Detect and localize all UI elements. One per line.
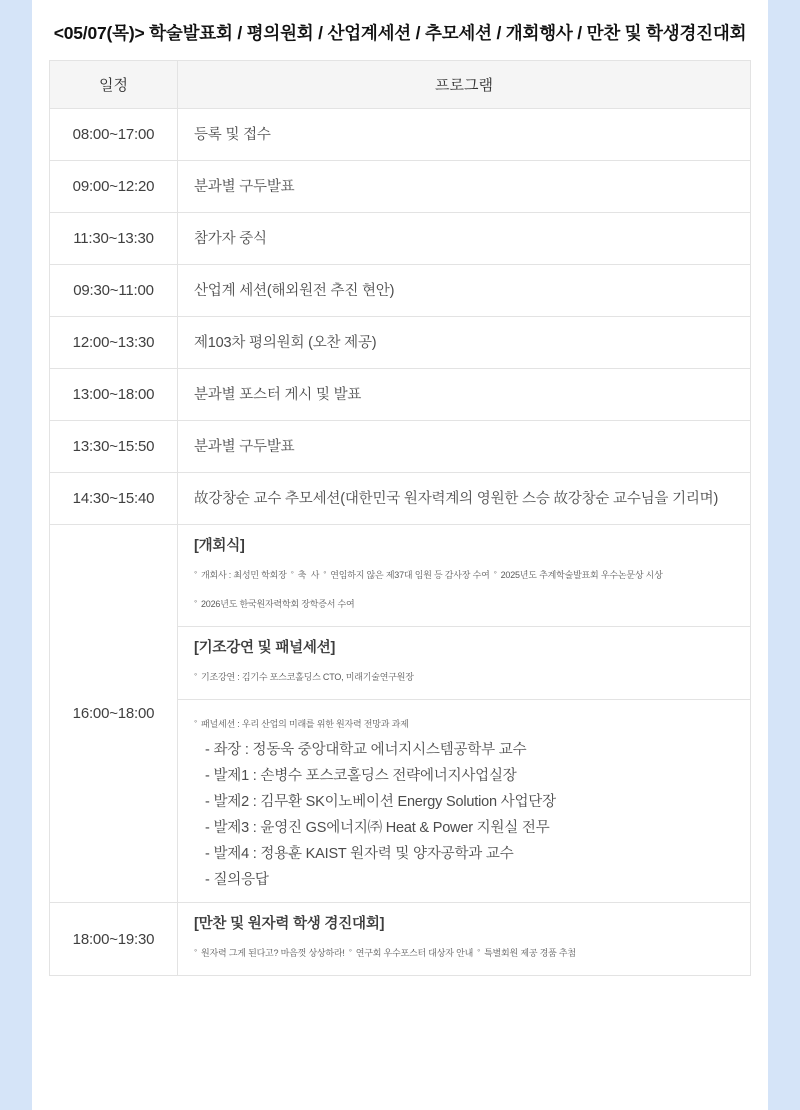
bullet-icon: ◦ (194, 945, 197, 955)
table-row (50, 317, 751, 369)
table-row (50, 161, 751, 213)
table-header (50, 61, 751, 109)
program-line: ◦ 2026년도 한국원자력학회 장학증서 수여 (194, 588, 355, 617)
page-title: <05/07(목)> 학술발표회 / 평의원회 / 산업계세션 / 추모세션 / 개회행사 / 만찬 및 학생경진대회 (53, 23, 747, 43)
bullet-icon: ◦ (194, 716, 197, 726)
program-cell (178, 903, 751, 976)
time-cell: 09:00~12:20 (50, 161, 178, 213)
table-row (50, 421, 751, 473)
bullet-icon: ◦ (477, 945, 481, 955)
time-cell: 18:00~19:30 (50, 903, 178, 976)
program-line: 분과별 포스터 게시 및 발표 (194, 386, 362, 403)
bullet-icon: ◦ (194, 596, 197, 606)
program-line: ◦ 특별회원 제공 경품 추첨 (477, 937, 576, 966)
program-line: - 발제2 : 김무환 SK이노베이션 Energy Solution 사업단장 (205, 794, 556, 810)
content-card (32, 0, 768, 1110)
schedule-table (49, 60, 751, 976)
time-cell: 16:00~18:00 (50, 525, 178, 903)
program-line: 참가자 중식 (194, 230, 267, 247)
time-cell: 13:30~15:50 (50, 421, 178, 473)
table-row (50, 109, 751, 161)
program-cell (178, 525, 751, 627)
program-cell (178, 369, 751, 421)
bullet-icon: ◦ (348, 945, 352, 955)
program-line: - 좌장 : 정동욱 중앙대학교 에너지시스템공학부 교수 (205, 742, 527, 758)
program-cell (178, 421, 751, 473)
program-line: - 발제4 : 정용훈 KAIST 원자력 및 양자공학과 교수 (205, 846, 514, 862)
column-header-program: 프로그램 (178, 61, 751, 109)
table-row (50, 369, 751, 421)
table-row (50, 525, 751, 627)
column-header-time: 일정 (50, 61, 178, 109)
program-cell (178, 700, 751, 903)
program-line: ◦ 연구회 우수포스터 대상자 안내 (349, 937, 473, 966)
program-cell (178, 213, 751, 265)
time-cell: 14:30~15:40 (50, 473, 178, 525)
table-row (50, 265, 751, 317)
time-cell: 12:00~13:30 (50, 317, 178, 369)
program-cell (178, 161, 751, 213)
program-line: - 질의응답 (205, 872, 269, 888)
bullet-icon: ◦ (290, 567, 294, 577)
time-cell: 13:00~18:00 (50, 369, 178, 421)
bullet-icon: ◦ (323, 567, 327, 577)
program-line: 분과별 구두발표 (194, 438, 295, 455)
program-cell (178, 627, 751, 700)
program-cell (178, 473, 751, 525)
program-line: ◦ 연임하지 않은 제37대 임원 등 감사장 수여 (323, 559, 489, 588)
table-row (50, 903, 751, 976)
program-line: [기조강연 및 패널세션] (194, 640, 336, 656)
program-line: 산업계 세션(해외원전 추진 현안) (194, 282, 395, 299)
table-row (50, 473, 751, 525)
program-line: [만찬 및 원자력 학생 경진대회] (194, 916, 385, 932)
program-line: ◦ 축 사 (291, 559, 320, 588)
program-line: ◦ 패널세션 : 우리 산업의 미래를 위한 원자력 전망과 과제 (194, 708, 409, 737)
program-cell (178, 265, 751, 317)
time-cell: 08:00~17:00 (50, 109, 178, 161)
bullet-icon: ◦ (493, 567, 497, 577)
program-line: 제103차 평의원회 (오찬 제공) (194, 334, 377, 351)
program-line: ◦ 원자력 그게 된다고? 마음껏 상상하라! (194, 937, 345, 966)
header-row (50, 61, 751, 109)
program-cell (178, 109, 751, 161)
bullet-icon: ◦ (194, 567, 197, 577)
time-cell: 11:30~13:30 (50, 213, 178, 265)
bullet-icon: ◦ (194, 669, 197, 679)
table-row (50, 213, 751, 265)
program-line: 故강창순 교수 추모세션(대한민국 원자력계의 영원한 스승 故강창순 교수님을 기리며) (194, 490, 719, 507)
program-cell (178, 317, 751, 369)
program-line: [개회식] (194, 538, 245, 554)
program-line: ◦ 개회사 : 최성민 학회장 (194, 559, 287, 588)
program-line: ◦ 기조강연 : 김기수 포스코홀딩스 CTO, 미래기술연구원장 (194, 661, 414, 690)
program-line: - 발제1 : 손병수 포스코홀딩스 전략에너지사업실장 (205, 768, 517, 784)
program-line: - 발제3 : 윤영진 GS에너지㈜ Heat & Power 지원실 전무 (205, 820, 550, 836)
time-cell: 09:30~11:00 (50, 265, 178, 317)
program-line: 등록 및 접수 (194, 126, 271, 143)
schedule-body (50, 109, 751, 976)
program-line: ◦ 2025년도 추계학술발표회 우수논문상 시상 (494, 559, 663, 588)
program-line: 분과별 구두발표 (194, 178, 295, 195)
